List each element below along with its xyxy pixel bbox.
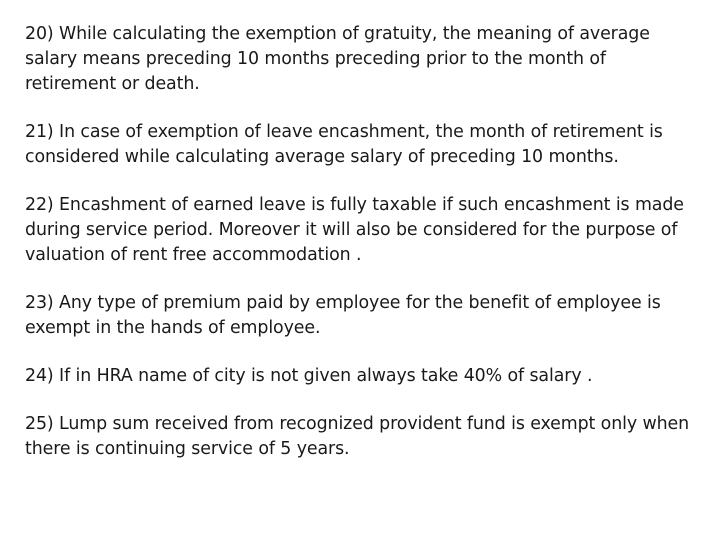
statement-22: 22) Encashment of earned leave is fully taxable if such encashment is made during service period. Moreover it will also be considered for the purpose of valuation of rent free accommodation . [25,195,684,265]
statement-25: 25) Lump sum received from recognized provident fund is exempt only when there is continuing service of 5 years. [25,414,690,459]
statement-23: 23) Any type of premium paid by employee for the benefit of employee is exempt in the hands of employee. [25,293,661,338]
statement-24: 24) If in HRA name of city is not given always take 40% of salary . [25,366,593,386]
statement-20: 20) While calculating the exemption of gratuity, the meaning of average salary means preceding 10 months preceding prior to the month of retirement or death. [25,24,650,94]
statement-list [25,22,695,485]
statement-21: 21) In case of exemption of leave encashment, the month of retirement is considered while calculating average salary of preceding 10 months. [25,122,663,167]
